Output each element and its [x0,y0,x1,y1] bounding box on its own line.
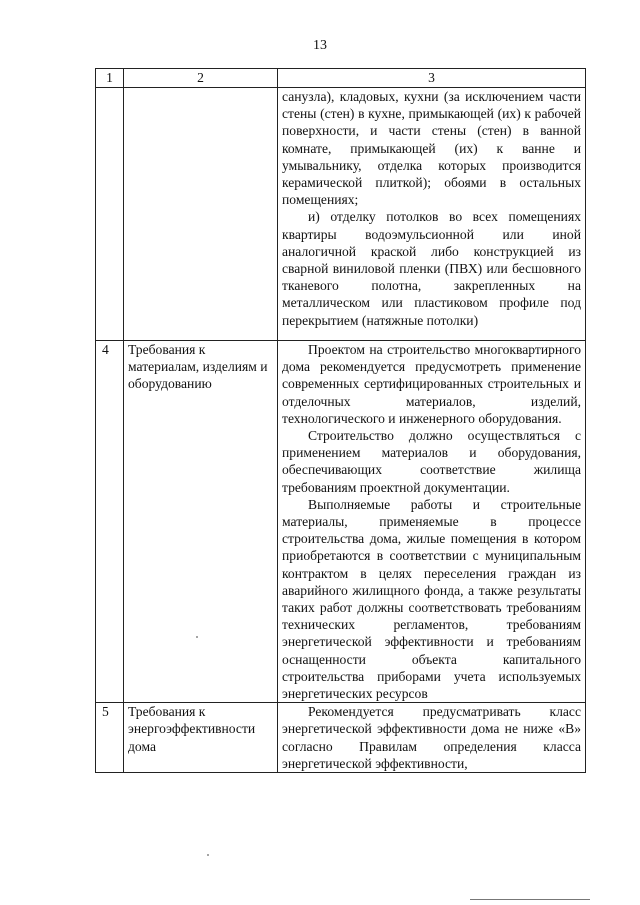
row-name: Требования к материалам, изделиям и оборудованию [124,341,278,703]
table-row-4 [96,341,586,703]
header-cell-3: 3 [278,69,586,88]
paragraph: Выполняемые работы и строительные материалы, применяемые в процессе строительства дома, жилые помещения в котором приобретаются в соответствии с муниципальным контрактом в целях переселения граждан из аварийного жилищного фонда, а также результаты таких работ должны соответствовать требованиям технических регламентов, требованиям энергетической эффективности и требованиям оснащенности объекта капитального строительства приборами учета используемых энергетических ресурсов [282,496,581,702]
row-number: 4 [96,341,124,703]
paragraph: Строительство должно осуществляться с применением материалов и оборудования, обеспечивающих соответствие жилища требованиям проектной документации. [282,428,581,495]
row-content-cell [278,341,586,703]
paragraph: и) отделку потолков во всех помещениях квартиры водоэмульсионной или иной аналогичной краской либо конструкцией из сварной виниловой пленки (ПВХ) или бесшовного тканевого полотна, закрепленных на металлическом или пластиковом профиле под перекрытием (натяжные потолки) [282,209,581,328]
row-number-cell [96,88,124,341]
row-content-cell [278,703,586,773]
paragraph: санузла), кладовых, кухни (за исключением части стены (стен) в кухне, примыкающей (их) к рабочей поверхности, и части стены (стен) в ванной комнате, примыкающей (их) к ванне и умывальнику, отделка которых производится керамической плиткой); обоями в остальных помещениях; [282,89,581,208]
scan-artifact [470,899,590,900]
table-header-row [96,69,586,88]
paragraph: Рекомендуется предусматривать класс энергетической эффективности дома не ниже «В» согласно Правилам определения класса энергетической эффективности, [282,704,581,771]
row-content-cell [278,88,586,341]
scan-artifact [196,636,198,638]
paragraph: Проектом на строительство многоквартирного дома рекомендуется предусмотреть применение современных сертифицированных строительных и отделочных материалов, изделий, технологического и инженерного оборудования. [282,342,581,426]
header-cell-1: 1 [96,69,124,88]
scan-artifact [207,854,209,856]
header-cell-2: 2 [124,69,278,88]
row-number: 5 [96,703,124,773]
table-row-5 [96,703,586,773]
table-row-continuation [96,88,586,341]
page-number: 13 [313,38,327,53]
row-name-cell [124,88,278,341]
requirements-table [95,68,586,773]
row-name: Требования к энергоэффективности дома [124,703,278,773]
